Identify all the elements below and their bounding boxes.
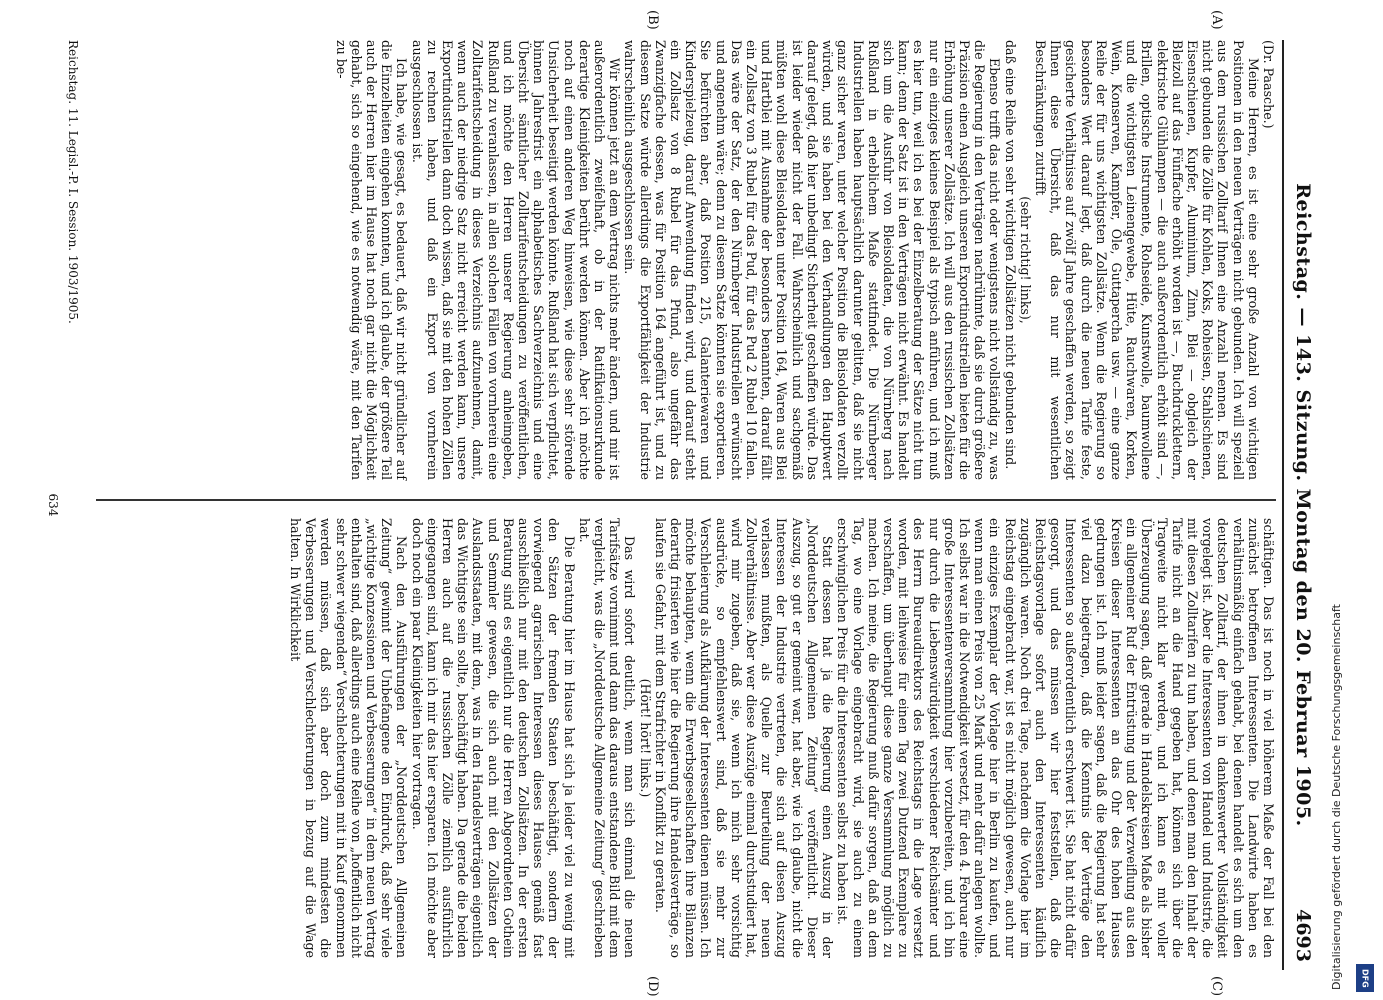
page-header	[1284, 40, 1320, 970]
paragraph: Ich habe, wie gesagt, es bedauert, daß wir nicht gründlicher auf die Einzelheiten eingehen konnten, und ich glaube, der größere Teil auch der Herren hier im Hause hat noch gar nicht die Möglichkeit gehabt, sich so eingehend, wie es notwendig wäre, mit den Tarifen zu be-	[333, 40, 410, 480]
paragraph: Statt dessen hat ja die Regierung einen Auszug in der „Norddeutschen Allgemeinen Zeitung“ veröffentlicht. Dieser Auszug, so gut er gemeint war, hat aber, wie ich glaube, nicht die Interessen der Industrie vertreten, die sich auf diesen Auszug verlassen mußten, als Quelle zur Beurteilung der neuen Zollverhältnisse. Aber wer diese Auszüge einmal durchstudiert hat, wird mir zugeben, daß sie, wenn ich mich sehr vorsichtig ausdrücke, so empfehlenswert sind, daß sie mehr zur Verschleierung als Aufklärung der Interessenten dienen müssen. Ich möchte behaupten, wenn die Erwerbsgesellschaften ihre Bilanzen derartig frisierten wie hier die Regierung ihre Handelsverträge, so laufen sie Gefahr, mit dem Strafrichter in Konflikt zu geraten.	[652, 518, 836, 958]
credit-text: Digitalisierung gefördert durch die Deutsche Forschungsgemeinschaft	[1330, 604, 1343, 990]
left-column	[333, 40, 1276, 480]
footer-sheet-number: 634	[46, 493, 60, 517]
document-page	[0, 10, 1320, 997]
header-rule	[1282, 40, 1284, 970]
page-title: Reichstag. — 143. Sitzung. Montag den 20. Februar 1905.	[1292, 183, 1314, 827]
paragraph: Das wird sofort deutlich, wenn man sich einmal die neuen Tarifsätze vornimmt und dann das daraus entstandene Bild mit dem vergleicht, was die „Norddeutsche Allgemeine Zeitung“ geschrieben hat.	[576, 518, 638, 958]
paragraph: Wir können jetzt an dem Vertrag nichts mehr ändern, und mir ist außerordentlich zweifelhaft, ob in der Ratifikationsurkunde derartige Kleinigkeiten berührt werden können. Aber ich möchte noch auf einen anderen Weg hinweisen, wie diese sehr störende Unsicherheit beseitigt werden könnte. Rußland hat sich verpflichtet, binnen Jahresfrist ein alphabetisches Sachverzeichnis und eine Übersicht sämtlicher Zolltarifentscheidungen zu veröffentlichen, und ich möchte den Herren unserer Regierung anheimgeben, Rußland zu veranlassen, in allen solchen Fällen von vornherein eine Zolltarifentscheidung in dieses Verzeichnis aufzunehmen, damit, wenn auch der niedrige Satz nicht erreicht werden kann, unsere Exportindustriellen dann doch wissen, daß sie mit den hohen Zöllen zu rechnen haben, und daß ein Export von vornherein ausgeschlossen ist.	[409, 40, 623, 480]
margin-marker-d: (D)	[645, 976, 660, 997]
interjection: (Hört! hört! links.)	[637, 678, 653, 798]
paragraph: Die Beratung hier im Hause hat sich ja leider viel zu wenig mit den Sätzen der fremden Staaten beschäftigt, sondern der vorwiegend agrarischen Interessen dieses Hauses gemäß fast ausschließlich nur mit den deutschen Zollsätzen. In der ersten Beratung sind es eigentlich nur die Herren Abgeordneten Gothein und Semmler gewesen, die sich auch mit den Zollsätzen der Auslandsstaaten, mit dem, was in den Handelsverträgen eigentlich das Wichtigste sein sollte, beschäftigt haben. Da gerade die beiden Herren auch auf die russischen Zölle ziemlich ausführlich eingegangen sind, kann ich mir das hier ersparen. Ich möchte aber doch noch ein paar Kleinigkeiten hier vortragen.	[409, 518, 577, 958]
digitization-credit	[1322, 0, 1352, 1000]
page-number: 4693	[1292, 909, 1314, 962]
right-column	[288, 518, 1276, 958]
paragraph: Meine Herren, es ist eine sehr große Anzahl von wichtigen Positionen in den neuen Verträgen nicht gebunden. Ich will speziell aus dem russischen Zolltarif Ihnen eine Anzahl nennen. Es sind nicht gebunden die Zölle für Kohlen, Koks, Roheisen, Stahlschienen, Eisenschienen, Kupfer, Aluminium, Zinn, Blei — obgleich der Bleizoll auf das Fünffache erhöht worden ist —, Buchdrucklettern, elektrische Glühlampen — die auch außerordentlich erhöht sind —, Brillen, optische Instrumente, Rohseide, Kunstwolle, baumwollene und die wichtigsten Leinengewebe, Hüte, Rauchwaren, Korken, Wein, Konserven, Kampfer, Öle, Guttapercha usw. — eine ganze Reihe der für uns wichtigsten Zollsätze. Wenn die Regierung so besonders Wert darauf legt, daß durch die neuen Tarife feste, gesicherte Verhältnisse auf zwölf Jahre geschaffen werden, so zeigt Ihnen diese Übersicht, daß das nur mit wesentlichen Beschränkungen zutrifft	[1032, 40, 1261, 480]
dfg-logo: DFG	[1356, 964, 1374, 992]
paragraph: Ebenso trifft das nicht oder wenigstens nicht vollständig zu, was die Regierung in den Verträgen nachrühmte, daß sie durch größere Präzision einen Ausgleich unseren Exportindustriellen bieten für die Erhöhung unserer Zollsätze. Ich will aus den russischen Zollsätzen nur ein einziges kleines Beispiel als typisch anführen, und ich muß es hier tun, weil ich es bei der Einzelberatung der Sätze nicht tun kann; denn der Satz ist in den Verträgen nicht erwähnt. Es handelt sich um die Ausfuhr von Bleisoldaten, die von Nürnberg nach Rußland in erheblichem Maße stattfindet. Die Nürnberger Industriellen haben hauptsächlich darunter gelitten, daß sie nicht ganz sicher waren, unter welcher Position die Bleisoldaten verzollt würden, und sie haben bei den Verhandlungen den Hauptwert darauf gelegt, daß hier unbedingt Sicherheit geschaffen würde. Das ist leider wieder nicht der Fall. Wahrscheinlich und sachgemäß müßten wohl diese Bleisoldaten unter Position 164, Waren aus Blei und Hartblei mit Ausnahme der besonders benannten, darauf fällt ein Zollsatz von 3 Rubel für das Pud, für das Pud 2 Rubel 10 fallen. Das wäre der Satz, der den Nürnberger Industriellen erwünscht und angenehm wäre; denn zu diesem Satze könnten sie exportieren. Sie befürchten aber, daß Position 215, Galanteriewaren und Kinderspielzeug, darauf Anwendung finden wird, und darauf steht ein Zollsatz von 8 Rubel für das Pfund, also ungefähr das Zwanzigfache dessen, was für Position 164 angeführt ist, und zu diesem Satze würde allerdings die Exportfähigkeit der Industrie wahrscheinlich ausgeschlossen sein.	[622, 40, 1003, 480]
paragraph: daß eine Reihe von sehr wichtigen Zollsätzen nicht gebunden sind.	[1002, 40, 1018, 470]
margin-marker-a: (A)	[1209, 10, 1224, 30]
footer-session-info: Reichstag. 11. Legisl.-P. I. Session. 1903/1905.	[66, 40, 80, 324]
column-divider	[96, 499, 1276, 501]
paragraph: Nach den Ausführungen der „Norddeutschen Allgemeinen Zeitung“ gewinnt der Unbefangene den Eindruck, daß sehr viele „wichtige Konzessionen und Verbesserungen“ in dem neuen Vertrag enthalten sind, daß allerdings auch eine Reihe von „hoffentlich nicht sehr schwer wiegenden“ Verschlechterungen mit in Kauf genommen werden müssen, daß sich aber doch zum mindesten die Verbesserungen und Verschlechterungen in bezug auf die Wage halten. In Wirklichkeit	[288, 518, 410, 958]
margin-marker-b: (B)	[645, 10, 660, 30]
paragraph: schäftigen. Das ist noch in viel höherem Maße der Fall bei den zunächst betroffenen Interessenten. Die Landwirte haben es verhältnismäßig einfach gehabt, bei denen handelt es sich um den deutschen Zolltarif, der ihnen in dankenswerter Vollständigkeit vorgelegt ist. Aber die Interessenten von Handel und Industrie, die mit diesen Zolltarifen zu tun haben, und denen man den Inhalt der Tarife nicht an die Hand gegeben hat, können sich über die Tragweite nicht klar werden, und ich kann es mit voller Überzeugung sagen, daß gerade in Handelskreisen Maße als bisher ein allgemeiner Ruf der Entrüstung und der Verzweiflung aus den Kreisen dieser Interessenten an das Ohr des hohen Hauses gedrungen ist. Ich muß leider sagen, daß die Regierung hat sehr viel dazu beigetragen, daß die Kenntnis der Verträge den Interessenten so außerordentlich erschwert ist. Sie hat nicht dafür gesorgt, und das müssen wir hier feststellen, daß die Reichstagsvorlage sofort auch den Interessenten käuflich zugänglich waren. Noch drei Tage, nachdem die Vorlage hier im Reichstag eingebracht war, ist es nicht möglich gewesen, auch nur ein einziges Exemplar der Vorlage hier in Berlin zu kaufen, und wenn man einen Preis von 25 Mark und mehr dafür anlegen wollte. Ich selbst war in die Notwendigkeit versetzt, für den 4. Februar eine große Interessentenversammlung hier vorzubereiten, und ich bin nur durch die Liebenswürdigkeit verschiedener Reichsämter und des Herrn Bureaudirektors des Reichstags in die Lage versetzt worden, mit leihweise für einen Tag zwei Dutzend Exemplare zu verschaffen, um überhaupt diese ganze Versammlung möglich zu machen. Ich meine, die Regierung muß dafür sorgen, daß an dem Tag, wo eine Vorlage eingebracht wird, sie auch zu einem erschwinglichen Preis für die Interessenten selbst zu haben ist.	[835, 518, 1276, 958]
margin-marker-c: (C)	[1209, 976, 1224, 997]
interjection: (sehr richtig! links),	[1017, 196, 1033, 324]
speaker-name: (Dr. Paasche.)	[1261, 40, 1276, 129]
